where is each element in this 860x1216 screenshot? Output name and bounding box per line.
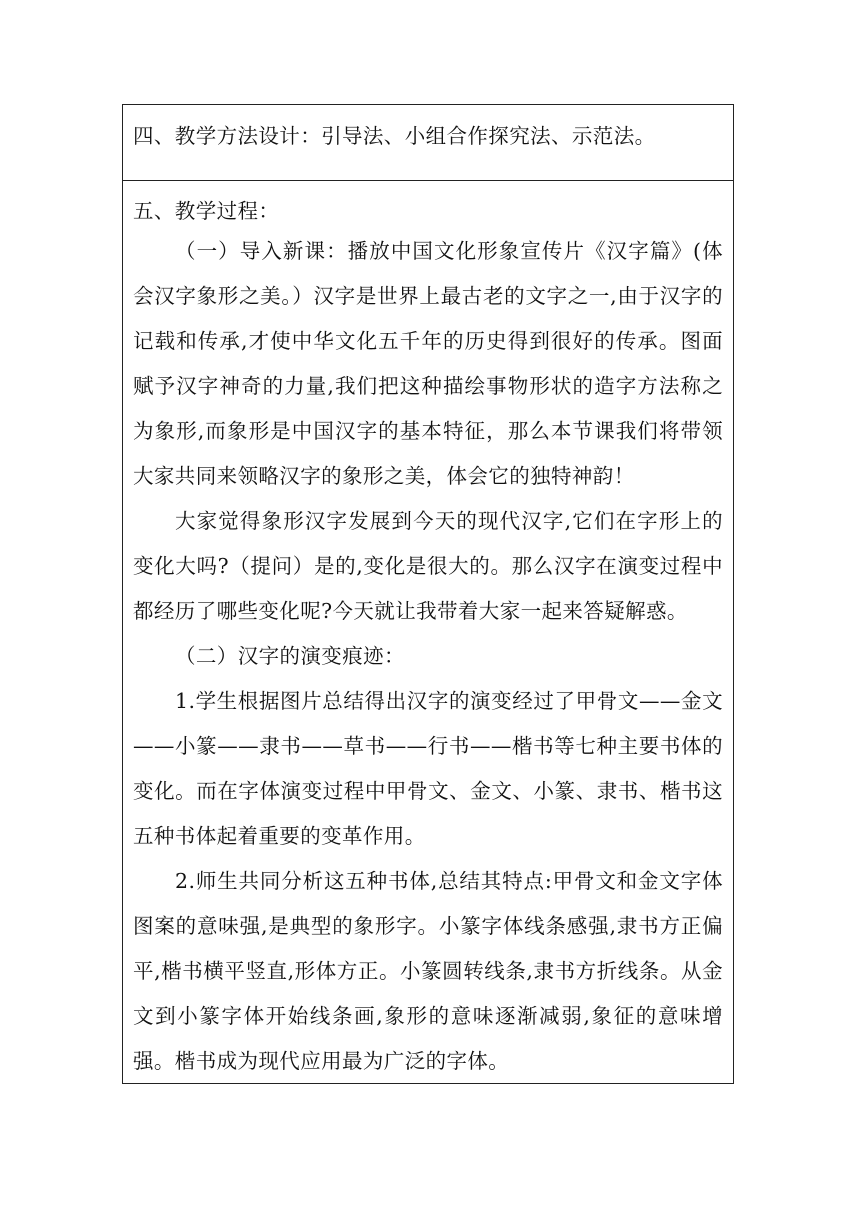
intro-paragraph: （一）导入新课：播放中国文化形象宣传片《汉字篇》(体会汉字象形之美。）汉字是世界上最古老的文字之一,由于汉字的记载和传承,才使中华文化五千年的历史得到很好的传承。图面赋予汉字神奇的力量,我们把这种描绘事物形状的造字方法称之为象形,而象形是中国汉字的基本特征，那么本节课我们将带领大家共同来领略汉字的象形之美，体会它的独特神韵！: [133, 239, 723, 488]
teaching-process-heading: 五、教学过程：: [133, 199, 280, 223]
teaching-process-cell: [123, 181, 733, 1083]
evolution-point-2: 2.师生共同分析这五种书体,总结其特点:甲骨文和金文字体图案的意味强,是典型的象形字。小篆字体线条感强,隶书方正偏平,楷书横平竖直,形体方正。小篆圆转线条,隶书方折线条。从金文到小篆字体开始线条画,象形的意味逐渐减弱,象征的意味增强。楷书成为现代应用最为广泛的字体。: [133, 869, 723, 1073]
question-paragraph: 大家觉得象形汉字发展到今天的现代汉字,它们在字形上的变化大吗?（提问）是的,变化是很大的。那么汉字在演变过程中都经历了哪些变化呢?今天就让我带着大家一起来答疑解惑。: [133, 509, 723, 623]
teaching-methods-cell: [123, 105, 733, 181]
evolution-subheading: （二）汉字的演变痕迹：: [175, 644, 405, 668]
evolution-point-1: 1.学生根据图片总结得出汉字的演变经过了甲骨文——金文——小篆——隶书——草书——行书——楷书等七种主要书体的变化。而在字体演变过程中甲骨文、金文、小篆、隶书、楷书这五种书体起着重要的变革作用。: [133, 689, 723, 848]
teaching-methods-text: 四、教学方法设计：引导法、小组合作探究法、示范法。: [133, 124, 656, 148]
lesson-plan-table: [122, 104, 734, 1084]
